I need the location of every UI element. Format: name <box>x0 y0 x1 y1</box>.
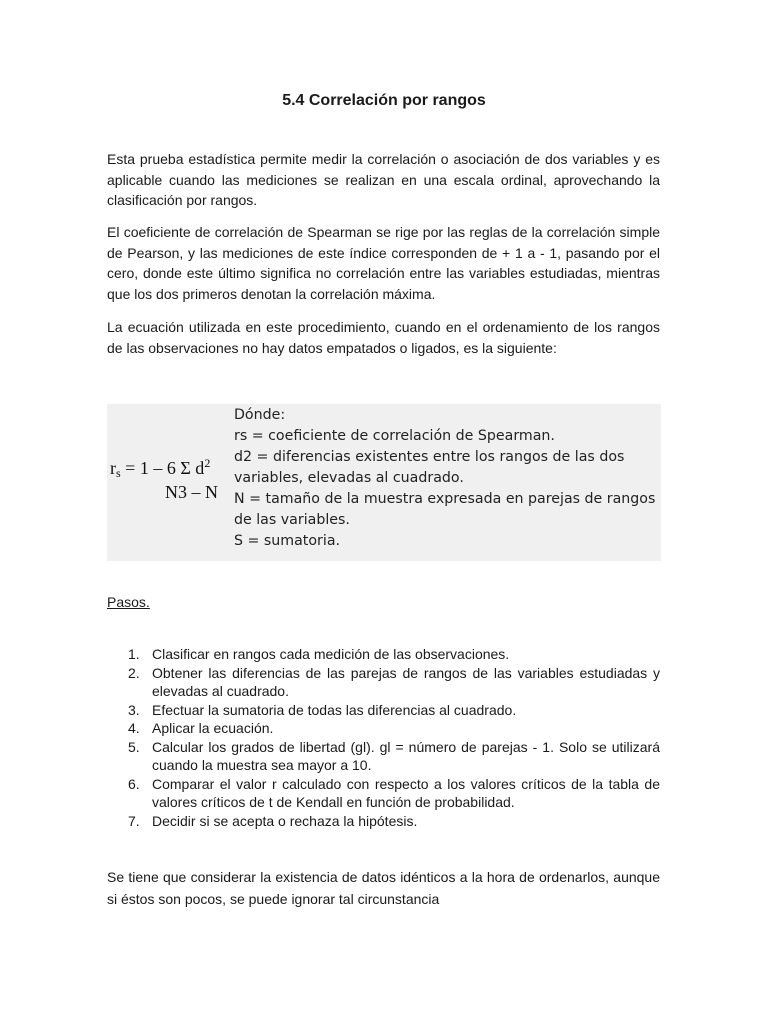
spearman-formula <box>107 404 225 561</box>
formula-box <box>107 404 661 561</box>
list-item <box>107 664 660 701</box>
definition-rs: rs = coeficiente de correlación de Spearman. <box>234 428 555 444</box>
equation-intro-paragraph: La ecuación utilizada en este procedimiento, cuando en el ordenamiento de los rangos de las observaciones no hay datos empatados o ligados, es la siguiente: <box>107 319 660 356</box>
step-text: Clasificar en rangos cada medición de las observaciones. <box>152 646 510 662</box>
formula-rhs: = 1 – 6 Σ d <box>120 458 205 478</box>
page-title: 5.4 Correlación por rangos <box>282 92 486 109</box>
step-text: Calcular los grados de libertad (gl). gl = número de parejas - 1. Solo se utilizará cuando la muestra sea mayor a 10. <box>152 738 660 773</box>
formula-subscript: s <box>116 466 121 480</box>
step-number: 4. <box>128 720 140 736</box>
step-text: Comparar el valor r calculado con respecto a los valores críticos de la tabla de valores críticos de t de Kendall en función de probabilidad. <box>152 775 660 810</box>
step-number: 5. <box>128 738 140 755</box>
definition-n: N = tamaño de la muestra expresada en parejas de rangos de las variables. <box>234 491 656 528</box>
step-number: 2. <box>128 664 140 681</box>
step-number: 7. <box>128 812 140 829</box>
formula-numerator <box>110 456 210 481</box>
definition-s: S = sumatoria. <box>234 533 341 549</box>
spearman-paragraph: El coeficiente de correlación de Spearman se rige por las reglas de la correlación simple de Pearson, y las mediciones de este índice corresponden de + 1 a - 1, pasando por el cero, donde este último significa no correlación entre las variables estudiadas, mientras que los dos primeros denotan la correlación máxima. <box>107 224 660 302</box>
formula-definitions <box>234 405 659 552</box>
step-number: 1. <box>128 646 140 662</box>
list-item <box>107 775 660 812</box>
step-text: Aplicar la ecuación. <box>152 720 274 736</box>
closing-paragraph: Se tiene que considerar la existencia de datos idénticos a la hora de ordenarlos, aunque si éstos son pocos, se puede ignorar tal circunstancia <box>107 869 660 907</box>
step-text: Efectuar la sumatoria de todas las diferencias al cuadrado. <box>152 701 517 718</box>
steps-heading: Pasos. <box>107 594 150 610</box>
step-text: Decidir si se acepta o rechaza la hipótesis. <box>152 812 418 829</box>
formula-superscript: 2 <box>204 456 211 470</box>
formula-denominator: N3 – N <box>165 482 218 502</box>
list-item <box>107 738 660 775</box>
definition-d2: d2 = diferencias existentes entre los rangos de las dos variables, elevadas al cuadrado. <box>234 449 625 486</box>
formula-r: r <box>110 458 116 478</box>
list-item <box>107 701 660 720</box>
step-number: 6. <box>128 775 140 792</box>
list-item <box>107 719 660 738</box>
list-item <box>107 812 660 831</box>
intro-paragraph: Esta prueba estadística permite medir la correlación o asociación de dos variables y es aplicable cuando las mediciones se realizan en una escala ordinal, aprovechando la clasificación por rangos. <box>107 151 660 208</box>
step-number: 3. <box>128 701 140 718</box>
list-item <box>107 645 660 664</box>
definition-heading: Dónde: <box>234 407 286 423</box>
steps-list <box>107 645 660 830</box>
step-text: Obtener las diferencias de las parejas de rangos de las variables estudiadas y elevadas al cuadrado. <box>152 664 660 699</box>
